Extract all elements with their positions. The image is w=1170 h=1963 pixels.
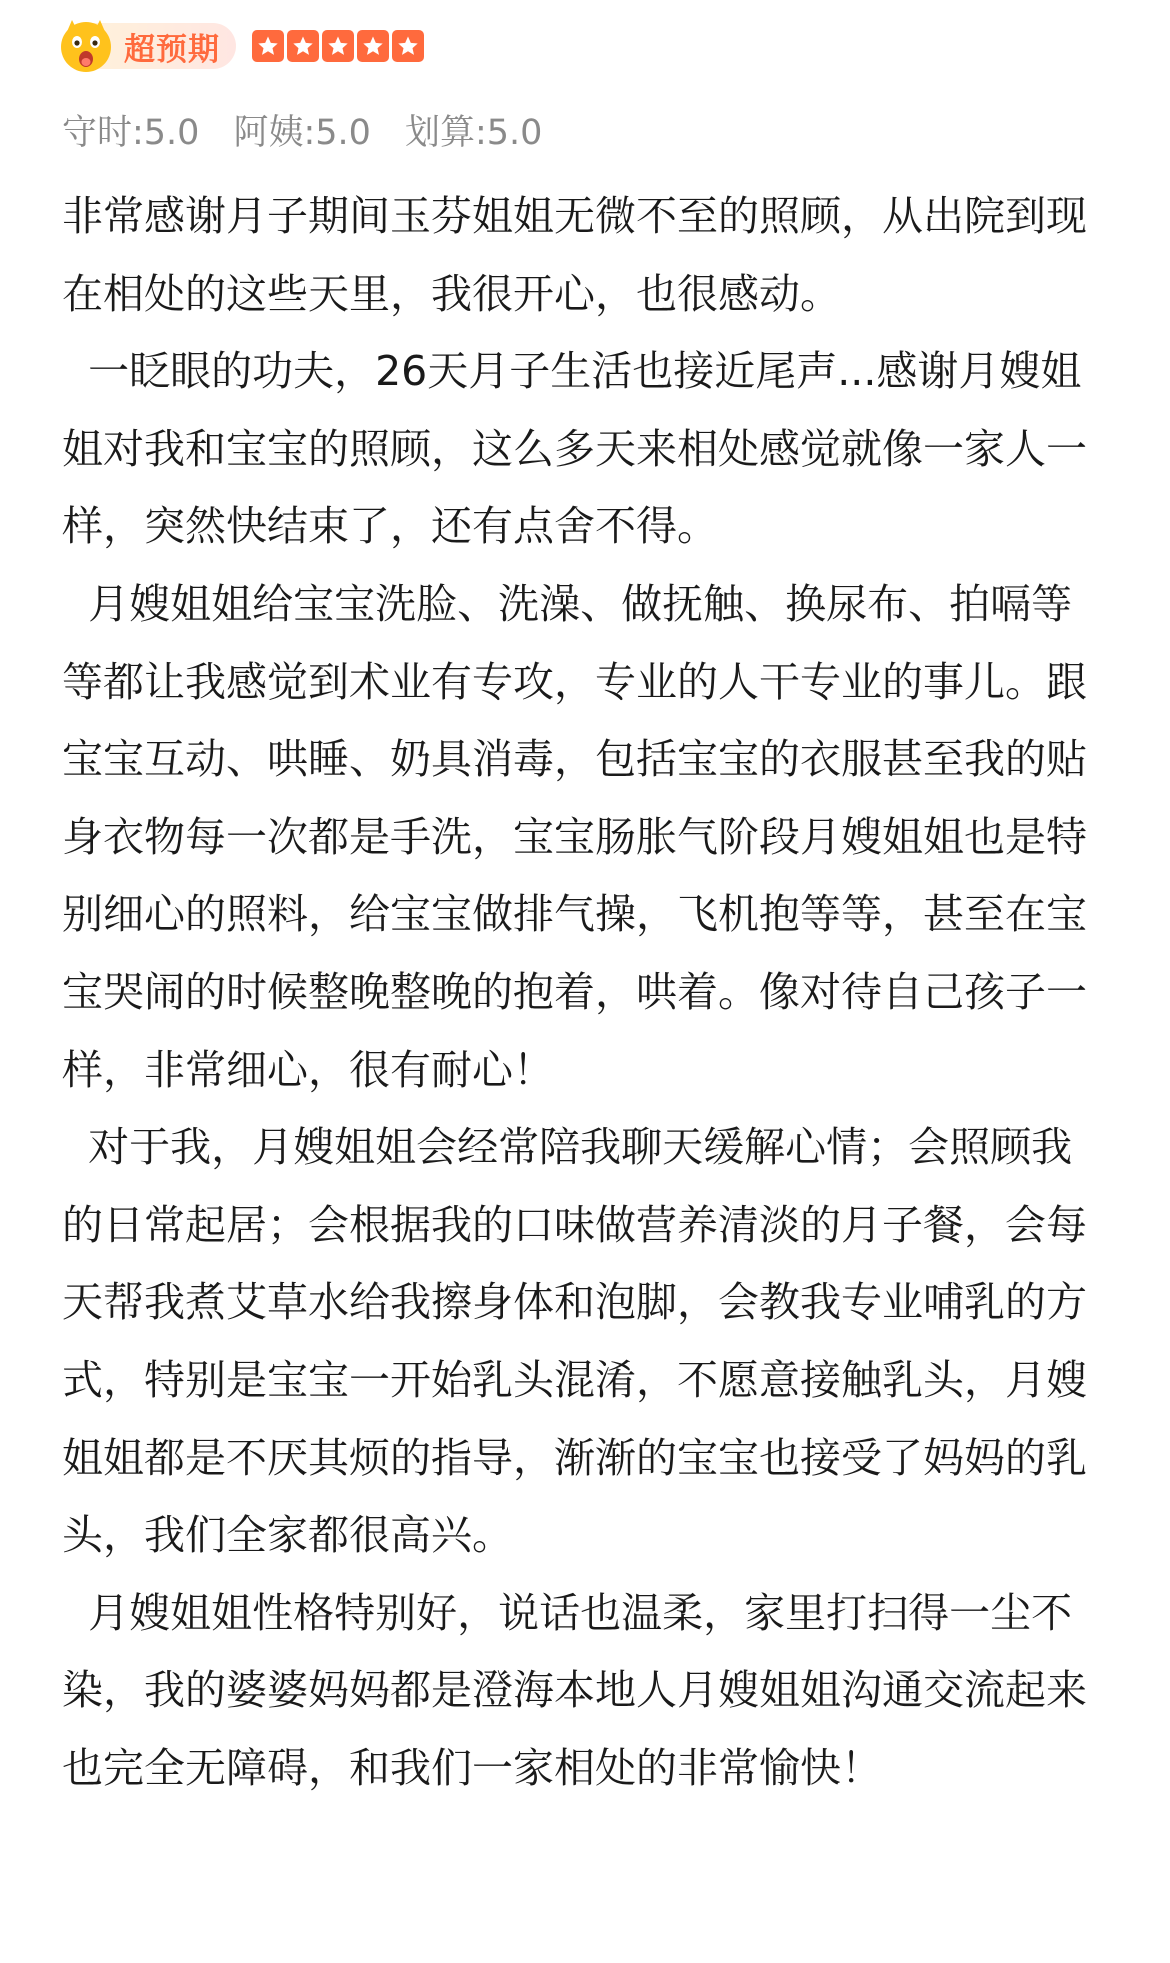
star-icon bbox=[322, 30, 354, 62]
review-paragraph: 月嫂姐姐性格特别好，说话也温柔，家里打扫得一尘不染，我的婆婆妈妈都是澄海本地人月嫂姐姐沟通交流起来也完全无障碍，和我们一家相处的非常愉快！ bbox=[62, 1588, 1087, 1792]
score-item: 划算:5.0 bbox=[404, 113, 543, 153]
star-icon bbox=[287, 30, 319, 62]
review-paragraph: 一眨眼的功夫，26天月子生活也接近尾声...感谢月嫂姐姐对我和宝宝的照顾，这么多天来相处感觉就像一家人一样，突然快结束了，还有点舍不得。 bbox=[62, 347, 1087, 551]
review-paragraph: 月嫂姐姐给宝宝洗脸、洗澡、做抚触、换尿布、拍嗝等等都让我感觉到术业有专攻，专业的人干专业的事儿。跟宝宝互动、哄睡、奶具消毒，包括宝宝的衣服甚至我的贴身衣物每一次都是手洗，宝宝肠胀气阶段月嫂姐姐也是特别细心的照料，给宝宝做排气操，飞机抱等等，甚至在宝宝哭闹的时候整晚整晚的抱着，哄着。像对待自己孩子一样，非常细心，很有耐心！ bbox=[62, 579, 1087, 1094]
rating-row bbox=[62, 14, 427, 78]
rating-badge bbox=[62, 23, 236, 69]
star-icon bbox=[392, 30, 424, 62]
rating-label: 超预期 bbox=[124, 31, 220, 68]
score-row bbox=[62, 104, 576, 156]
review-paragraph: 非常感谢月子期间玉芬姐姐无微不至的照顾，从出院到现在相处的这些天里，我很开心，也很感动。 bbox=[62, 192, 1087, 318]
surprised-face-icon bbox=[56, 16, 116, 76]
star-icon bbox=[252, 30, 284, 62]
score-item: 守时:5.0 bbox=[62, 113, 200, 153]
review-paragraph: 对于我，月嫂姐姐会经常陪我聊天缓解心情；会照顾我的日常起居；会根据我的口味做营养清淡的月子餐，会每天帮我煮艾草水给我擦身体和泡脚，会教我专业哺乳的方式，特别是宝宝一开始乳头混淆，不愿意接触乳头，月嫂姐姐都是不厌其烦的指导，渐渐的宝宝也接受了妈妈的乳头，我们全家都很高兴。 bbox=[62, 1123, 1087, 1560]
star-rating bbox=[252, 30, 427, 62]
review-text bbox=[62, 178, 1112, 1807]
star-icon bbox=[357, 30, 389, 62]
score-item: 阿姨:5.0 bbox=[233, 113, 371, 153]
